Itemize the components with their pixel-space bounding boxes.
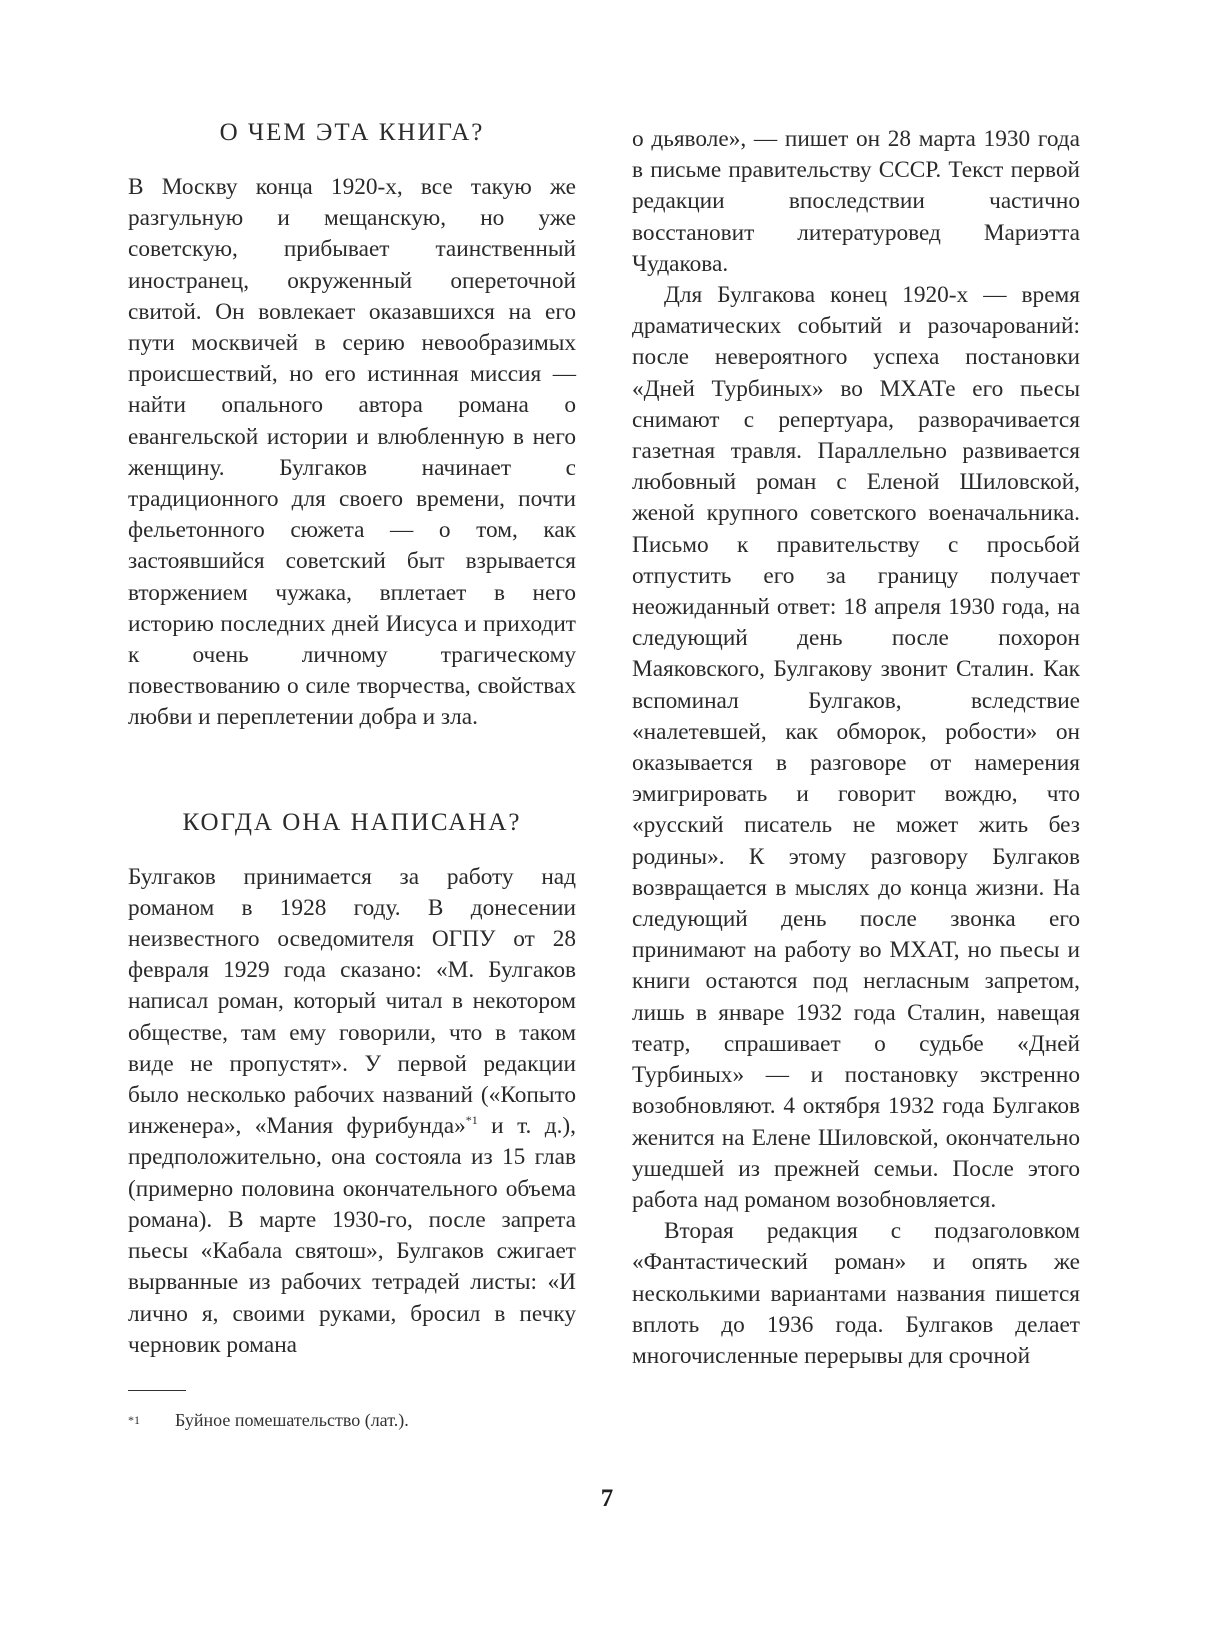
paragraph-writing-history xyxy=(128,862,576,1361)
paragraph-continuation: о дьяволе», — пишет он 28 марта 1930 года в письме правительству СССР. Текст первой редакции впоследствии частично восстановит литературовед Мариэтта Чудакова. xyxy=(632,126,1080,277)
paragraph-late-1920s: Для Булгакова конец 1920-х — время драматических событий и разочарований: после невероятного успеха постановки «Дней Турбиных» во МХАТе его пьесы снимают с репертуара, разворачивается газетная травля. Параллельно развивается любовный роман с Еленой Шиловской, женой крупного советского военачальника. Письмо к правительству с просьбой отпустить его за границу получает неожиданный ответ: 18 апреля 1930 года, на следующий день после похорон Маяковского, Булгакову звонит Сталин. Как вспоминал Булгаков, вследствие «налетевшей, как обморок, робости» он оказывается в разговоре от намерения эмигрировать и говорит вождю, что «русский писатель не может жить без родины». К этому разговору Булгаков возвращается в мыслях до конца жизни. На следующий день после звонка его принимают на работу во МХАТ, но пьесы и книги остаются под негласным запретом, лишь в январе 1932 года Сталин, навещая театр, спрашивает о судьбе «Дней Турбиных» — и постановку экстренно возобновляют. 4 октября 1932 года Булгаков женится на Елене Шиловской, окончательно ушедшей из прежней семьи. После этого работа над романом возобновляется. xyxy=(632,282,1080,1213)
page-number: 7 xyxy=(600,1485,614,1512)
footnote-marker: *1 xyxy=(128,1413,140,1427)
paragraph-writing-history-part-2: и т. д.), предположительно, она состояла из 15 глав (примерно половина окончательного объема романа). В марте 1930-го, после запрета пьесы «Кабала святош», Булгаков сжигает вырванные из рабочих тетрадей листы: «И лично я, своими руками, бросил в печку черновик романа xyxy=(128,1113,577,1358)
section-heading-what-is-book-about: О ЧЕМ ЭТА КНИГА? xyxy=(219,119,485,146)
paragraph-writing-history-part-1: Булгаков принимается за работу над романом в 1928 году. В донесении неизвестного осведомителя ОГПУ от 28 февраля 1929 года сказано: «М. Булгаков написал роман, который читал в некотором обществе, там ему говорили, что в таком виде не пропустят». У первой редакции было несколько рабочих названий («Копыто инженера», «Мания фурибунда» xyxy=(128,863,576,1140)
section-heading-when-written: КОГДА ОНА НАПИСАНА? xyxy=(182,808,522,836)
right-column xyxy=(632,124,1080,1372)
footnote xyxy=(128,1408,576,1432)
footnote-divider xyxy=(128,1390,186,1391)
footnote-text: Буйное помешательство (лат.). xyxy=(175,1410,409,1430)
paragraph-summary: В Москву конца 1920-х, все такую же разгульную и мещанскую, но уже советскую, прибывает таинственный иностранец, окруженный опереточной свитой. Он вовлекает оказавшихся на его пути москвичей в серию невообразимых происшествий, но его истинная миссия — найти опального автора романа о евангельской истории и влюбленную в него женщину. Булгаков начинает с традиционного для своего времени, почти фельетонного сюжета — о том, как застоявшийся советский быт взрывается вторжением чужака, вплетает в него историю последних дней Иисуса и приходит к очень личному трагическому повествованию о силе творчества, свойствах любви и переплетении добра и зла. xyxy=(128,174,576,731)
paragraph-second-edition: Вторая редакция с подзаголовком «Фантастический роман» и опять же несколькими вариантами названия пишется вплоть до 1936 года. Булгаков делает многочисленные перерывы для срочной xyxy=(632,1218,1080,1369)
footnote-reference: *1 xyxy=(465,1113,478,1128)
left-column xyxy=(128,118,576,1361)
